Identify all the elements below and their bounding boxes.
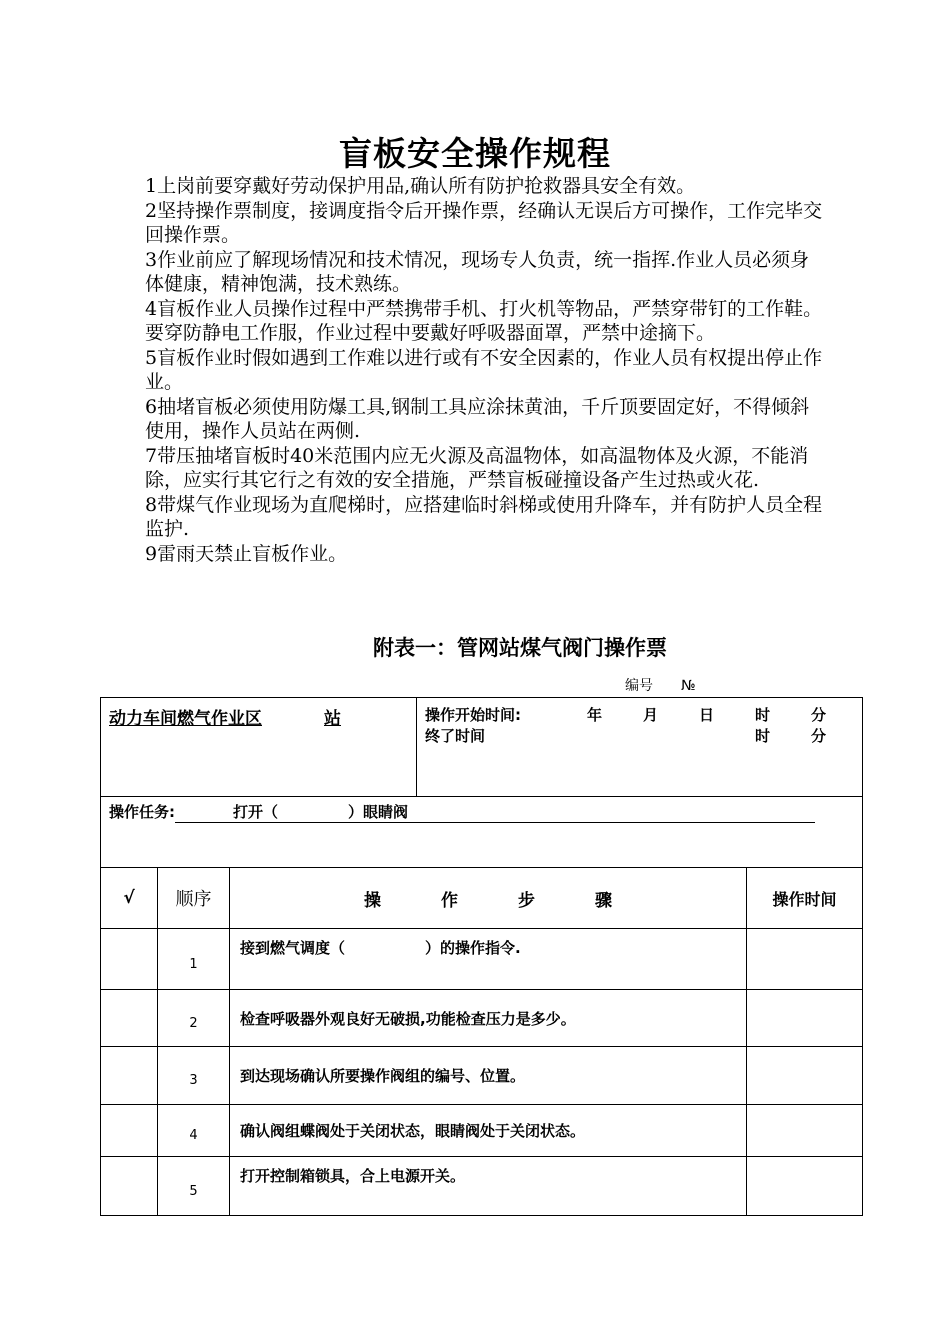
rule-item: 7带压抽堵盲板时40米范围内应无火源及高温物体，如高温物体及火源，不能消除，应实行其它行之有效的安全措施，严禁盲板碰撞设备产生过热或火花. [145,444,809,491]
end-time-row [425,725,854,746]
col-time: 操作时间 [747,868,863,929]
rule-item: 4盲板作业人员操作过程中严禁携带手机、打火机等物品，严禁穿带钉的工作鞋。要穿防静电工作服，作业过程中要戴好呼吸器面罩，严禁中途摘下。 [145,297,823,344]
day-label: 日 [699,706,715,724]
hour-label: 时 [755,706,771,724]
rule-item: 3作业前应了解现场情况和技术情况，现场专人负责，统一指挥.作业人员必须身体健康，精神饱满，技术熟练。 [145,248,810,295]
task-valve-text: ）眼睛阀 [348,803,409,821]
table-header-row [101,868,863,929]
station-cell [101,698,417,797]
rule-item: 8带煤气作业现场为直爬梯时，应搭建临时斜梯或使用升降车，并有防护人员全程监护. [145,493,823,540]
col-order: 顺序 [158,868,230,929]
appendix-title: 附表一：管网站煤气阀门操作票 [373,636,667,660]
col-steps-char: 作 [441,890,458,911]
step-text-a: 接到燃气调度（ [240,939,346,957]
year-label: 年 [587,706,603,724]
end-hour-label: 时 [755,727,771,745]
step-number: 5 [158,1157,230,1216]
time-cell [417,698,863,797]
operation-ticket-table [100,697,863,1216]
rule-item: 1上岗前要穿戴好劳动保护用品,确认所有防护抢救器具安全有效。 [145,175,696,197]
step-number: 2 [158,990,230,1047]
time-entry-cell[interactable] [747,1047,863,1105]
end-minute-label: 分 [811,727,827,745]
start-time-row [425,704,854,725]
ticket-number-label: 编号 [625,678,653,694]
station-field [109,709,341,729]
col-steps [230,868,747,929]
task-label: 操作任务: [109,803,175,821]
step-text: 到达现场确认所要操作阀组的编号、位置。 [230,1047,747,1105]
station-label: 动力车间燃气作业区 [109,709,262,729]
col-steps-char: 步 [518,890,535,911]
step-number: 3 [158,1047,230,1105]
col-check: √ [101,868,158,929]
ticket-number-symbol: № [681,678,696,694]
ticket-number [625,675,724,695]
minute-label: 分 [811,706,827,724]
check-cell[interactable] [101,929,158,990]
check-cell[interactable] [101,1157,158,1216]
time-entry-cell[interactable] [747,1157,863,1216]
step-text [230,929,747,990]
task-cell [101,797,863,868]
station-suffix: 站 [324,709,341,729]
step-text: 打开控制箱锁具，合上电源开关。 [230,1157,747,1216]
step-number: 4 [158,1105,230,1157]
task-open-text: 打开（ [233,803,279,821]
check-cell[interactable] [101,990,158,1047]
month-label: 月 [643,706,659,724]
col-steps-char: 操 [364,890,381,911]
end-time-label: 终了时间 [425,727,486,745]
time-entry-cell[interactable] [747,990,863,1047]
table-row [101,929,863,990]
step-number: 1 [158,929,230,990]
table-row [101,1047,863,1105]
rule-item: 9雷雨天禁止盲板作业。 [145,542,348,565]
check-cell[interactable] [101,1105,158,1157]
document-title: 盲板安全操作规程 [339,134,611,173]
task-underline [175,801,815,823]
check-cell[interactable] [101,1047,158,1105]
rule-item: 6抽堵盲板必须使用防爆工具,钢制工具应涂抹黄油，千斤顶要固定好，不得倾斜使用，操作人员站在两侧. [145,395,810,442]
step-text-b: ）的操作指令. [425,939,521,957]
table-row [101,990,863,1047]
step-text: 确认阀组蝶阀处于关闭状态，眼睛阀处于关闭状态。 [230,1105,747,1157]
rule-item: 5盲板作业时假如遇到工作难以进行或有不安全因素的，作业人员有权提出停止作业。 [145,346,823,393]
start-time-label: 操作开始时间: [425,706,521,724]
time-entry-cell[interactable] [747,929,863,990]
step-text: 检查呼吸器外观良好无破损,功能检查压力是多少。 [230,990,747,1047]
rule-item: 2坚持操作票制度，接调度指令后开操作票，经确认无误后方可操作，工作完毕交回操作票。 [145,199,823,246]
table-row [101,1105,863,1157]
col-steps-char: 骤 [595,890,612,911]
rules-list [145,174,825,566]
table-row [101,1157,863,1216]
time-entry-cell[interactable] [747,1105,863,1157]
